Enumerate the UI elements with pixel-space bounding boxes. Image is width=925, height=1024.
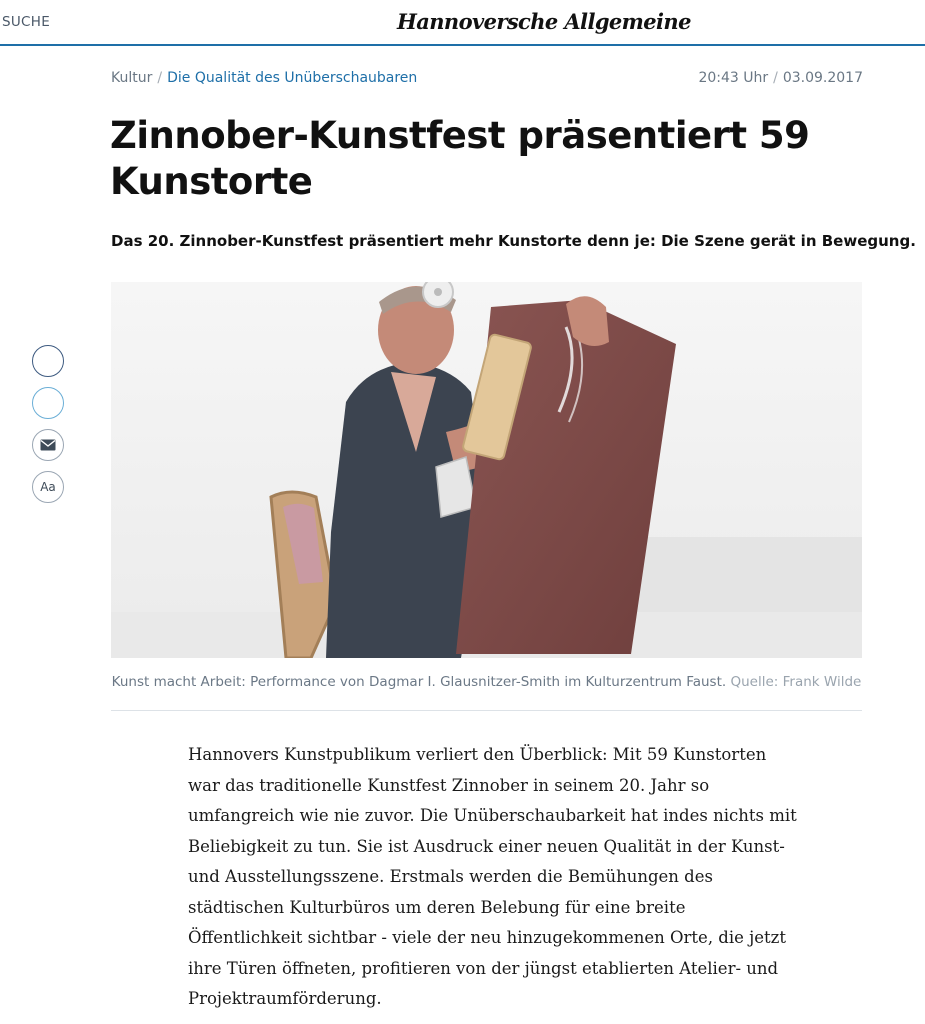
performance-photo	[111, 282, 862, 658]
publish-date: 03.09.2017	[782, 70, 863, 86]
facebook-share-button[interactable]	[32, 345, 64, 377]
publish-time: 20:43 Uhr	[698, 70, 769, 86]
dateline-separator: /	[773, 70, 778, 86]
article-photo[interactable]	[111, 282, 862, 658]
article-body: Hannovers Kunstpublikum verliert den Überblick: Mit 59 Kunstorten war das traditionelle Kunstfest Zinnober in seinem 20. Jahr so umfangreich wie nie zuvor. Die Unüberschaubarkeit hat indes nichts mit Beliebigkeit zu tun. Sie ist Ausdruck einer neuen Qualität in der Kunst- und Ausstellungsszene. Erstmals werden die Bemühungen des städtischen Kulturbüros um deren Belebung für eine breite Öffentlichkeit sichtbar - viele der neu hinzugekommenen Orte, die jetzt ihre Türen öffneten, profitieren von der jüngst etablierten Atelier- und Projektraumförderung.	[188, 745, 797, 1008]
mail-icon	[40, 439, 56, 451]
top-bar	[0, 0, 925, 46]
breadcrumb-separator: /	[157, 70, 163, 86]
share-rail	[32, 345, 66, 513]
article-teaser: Das 20. Zinnober-Kunstfest präsentiert mehr Kunstorte denn je: Die Szene gerät in Bewegung.	[111, 232, 916, 250]
caption-source: Quelle: Frank Wilde	[730, 674, 862, 690]
mail-share-button[interactable]	[32, 429, 64, 461]
caption-text: Kunst macht Arbeit: Performance von Dagmar I. Glausnitzer-Smith im Kulturzentrum Faust.	[111, 674, 727, 690]
breadcrumb-topic[interactable]: Die Qualität des Unüberschaubaren	[167, 70, 418, 86]
font-size-icon: Aa	[40, 480, 56, 494]
dateline	[698, 70, 863, 86]
breadcrumb-section[interactable]: Kultur	[111, 70, 153, 86]
photo-caption	[111, 674, 862, 690]
site-logo[interactable]: Hannoversche Allgemeine	[397, 9, 691, 34]
search-link[interactable]: SUCHE	[2, 14, 51, 30]
font-size-button[interactable]	[32, 471, 64, 503]
caption-divider	[111, 710, 862, 711]
article-headline: Zinnober-Kunstfest präsentiert 59 Kunstorte	[110, 114, 810, 203]
breadcrumb	[111, 70, 417, 86]
twitter-share-button[interactable]	[32, 387, 64, 419]
